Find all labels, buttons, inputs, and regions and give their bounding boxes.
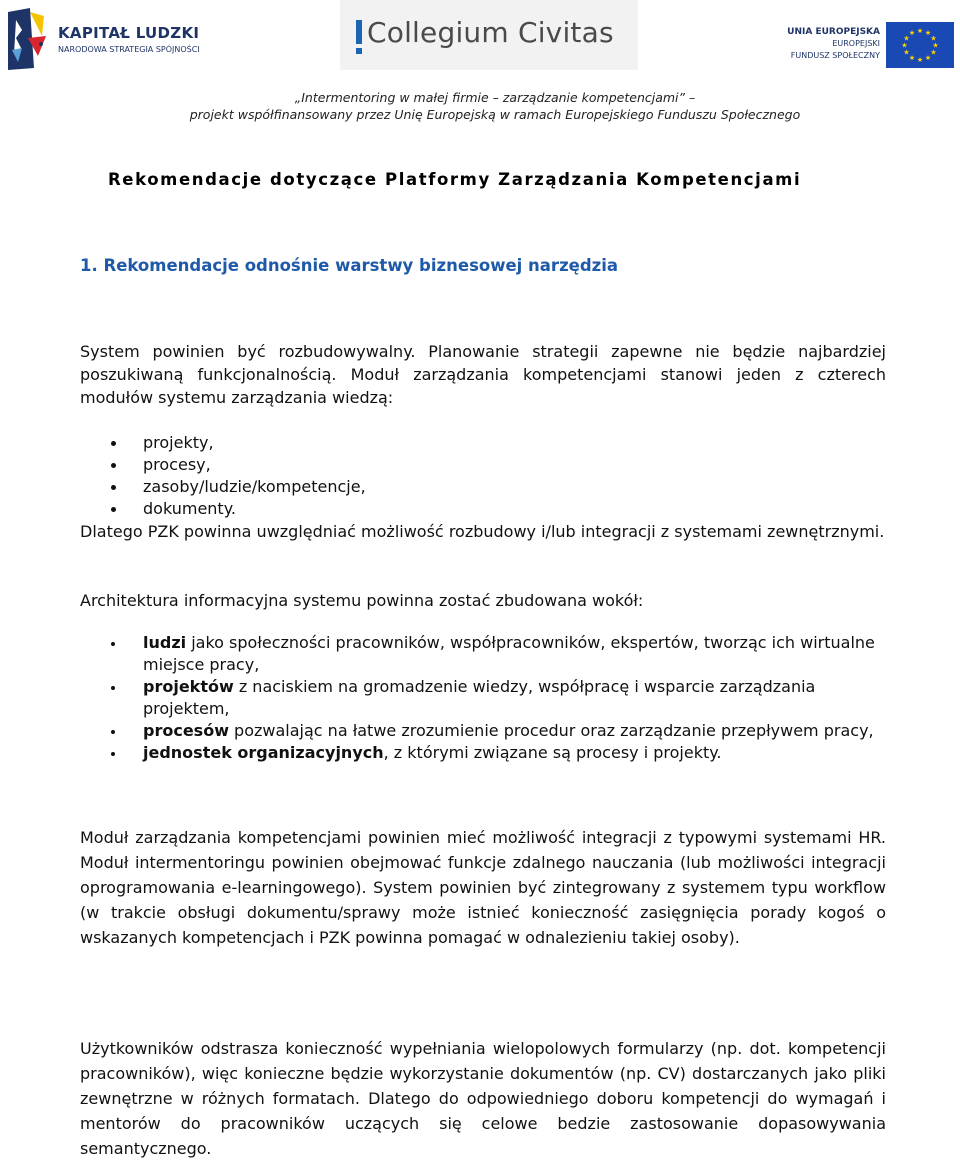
section-heading: 1. Rekomendacje odnośnie warstwy biznesowej narzędzia	[80, 256, 619, 275]
eu-line3: FUNDUSZ SPOŁECZNY	[790, 51, 880, 60]
bullet-icon	[111, 686, 115, 690]
svg-text:★: ★	[908, 29, 916, 37]
eu-logo	[786, 22, 958, 70]
paragraph-hr-integration: Moduł zarządzania kompetencjami powinien mieć możliwość integracji z typowymi systemami HR. Moduł intermentoringu powinien obejmować funkcje zdalnego nauczania (lub możliwości integracji oprogramowania e-learningowego). System powinien być zintegrowany z systemem typu workflow (w trakcie obsługi dokumentu/sprawy może istnieć konieczność zasięgnięcia porady kogoś o wskazanych kompetencjach i PZK powinna pomagać w odnalezieniu takiej osoby).	[80, 828, 886, 947]
svg-text:★: ★	[901, 41, 908, 50]
list-item: zasoby/ludzie/kompetencje,	[80, 476, 886, 498]
list-item: procesów pozwalając na łatwe zrozumienie procedur oraz zarządzanie przepływem pracy,	[80, 720, 880, 742]
bullet-icon	[111, 463, 116, 468]
paragraph-intro: System powinien być rozbudowywalny. Planowanie strategii zapewne nie będzie najbardziej poszukiwaną funkcjonalnością. Moduł zarządzania kompetencjami stanowi jeden z czterech modułów systemu zarządzania wiedzą:	[80, 342, 886, 407]
bullet-icon	[111, 730, 115, 734]
bullet-icon	[111, 752, 115, 756]
page-header	[0, 0, 960, 135]
bullet-icon	[111, 507, 116, 512]
svg-text:★: ★	[924, 54, 932, 62]
svg-text:★: ★	[932, 41, 939, 50]
kapital-ludzki-logo	[8, 8, 208, 72]
svg-text:★: ★	[903, 34, 910, 43]
svg-text:★: ★	[924, 29, 932, 37]
list-item: procesy,	[80, 454, 886, 476]
svg-text:★: ★	[930, 48, 937, 57]
collegium-civitas-logo	[340, 0, 638, 70]
project-tagline-line1: „Intermentoring w małej firmie – zarządzanie kompetencjami” –	[294, 90, 696, 105]
exclamation-mark-icon	[356, 20, 362, 44]
kapital-ludzki-emblem-icon	[8, 8, 52, 70]
eu-line2: EUROPEJSKI	[832, 39, 880, 48]
svg-text:★: ★	[916, 27, 924, 35]
kapital-ludzki-title: KAPITAŁ LUDZKI	[58, 24, 200, 42]
eu-flag-icon	[886, 22, 954, 68]
list-item: jednostek organizacyjnych, z którymi związane są procesy i projekty.	[80, 742, 880, 764]
architecture-list	[80, 632, 880, 764]
bullet-icon	[111, 485, 116, 490]
paragraph-integration: Dlatego PZK powinna uwzględniać możliwość rozbudowy i/lub integracji z systemami zewnętrznymi.	[80, 522, 885, 541]
svg-text:★: ★	[908, 54, 916, 62]
collegium-civitas-name: Collegium Civitas	[367, 16, 614, 49]
list-item: projektów z naciskiem na gromadzenie wiedzy, współpracę i wsparcie zarządzania projektem,	[80, 676, 880, 720]
list-item: projekty,	[80, 432, 886, 454]
kapital-ludzki-subtitle: NARODOWA STRATEGIA SPÓJNOŚCI	[58, 45, 200, 54]
svg-text:★: ★	[916, 56, 924, 64]
document-title: Rekomendacje dotyczące Platformy Zarządzania Kompetencjami	[108, 170, 802, 189]
bullet-icon	[111, 642, 115, 646]
bullet-icon	[111, 441, 116, 446]
modules-list	[80, 432, 886, 520]
paragraph-architecture: Architektura informacyjna systemu powinna zostać zbudowana wokół:	[80, 591, 644, 610]
paragraph-semantic-matching: Użytkowników odstrasza konieczność wypełniania wielopolowych formularzy (np. dot. kompetencji pracowników), więc konieczne będzie wykorzystanie dokumentów (np. CV) dostarczanych jako pliki zewnętrzne w różnych formatach. Dlatego do odpowiedniego doboru kompetencji do wymagań i mentorów do pracowników uczących się celowe bedzie zastosowanie dopasowywania semantycznego.	[80, 1039, 886, 1158]
svg-text:★: ★	[903, 48, 910, 57]
svg-text:★: ★	[930, 34, 937, 43]
project-tagline-line2: projekt współfinansowany przez Unię Europejską w ramach Europejskiego Funduszu Społecznego	[189, 107, 801, 122]
list-item: dokumenty.	[80, 498, 886, 520]
eu-line1: UNIA EUROPEJSKA	[787, 27, 880, 37]
list-item: ludzi jako społeczności pracowników, współpracowników, ekspertów, tworząc ich wirtualne miejsce pracy,	[80, 632, 880, 676]
